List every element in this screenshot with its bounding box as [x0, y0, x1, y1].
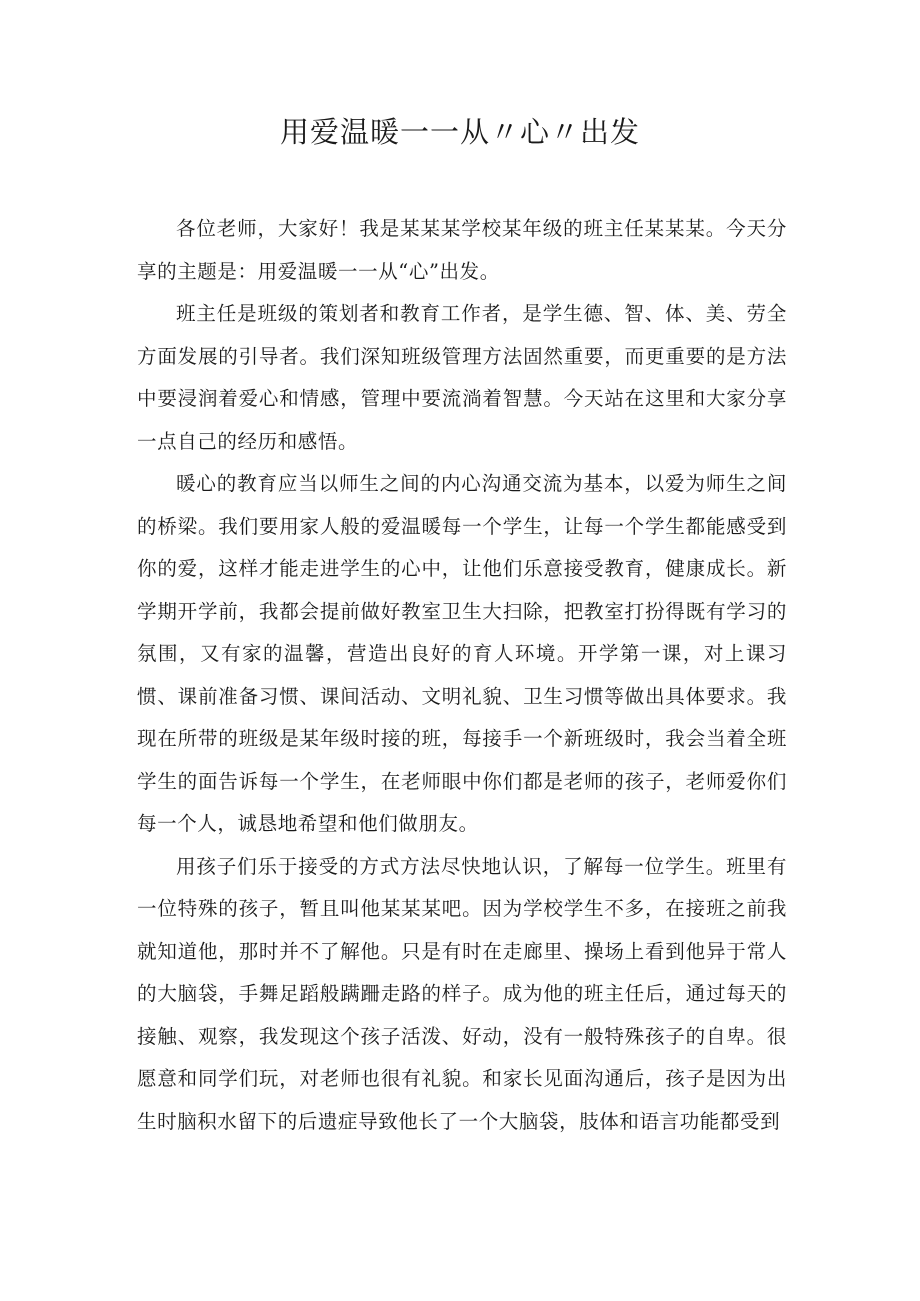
paragraph-warm-education: 暖心的教育应当以师生之间的内心沟通交流为基本，以爱为师生之间的桥梁。我们要用家人般的爱温暖每一个学生，让每一个学生都能感受到你的爱，这样才能走进学生的心中，让他们乐意接受教育，健康成长。新学期开学前，我都会提前做好教室卫生大扫除，把教室打扮得既有学习的氛围，又有家的温馨，营造出良好的育人环境。开学第一课，对上课习惯、课前准备习惯、课间活动、文明礼貌、卫生习惯等做出具体要求。我现在所带的班级是某年级时接的班，每接手一个新班级时，我会当着全班学生的面告诉每一个学生，在老师眼中你们都是老师的孩子，老师爱你们每一个人，诚恳地希望和他们做朋友。 [137, 472, 787, 835]
document-title: 用爱温暖一一从〃心〃出发 [279, 115, 640, 149]
paragraph-special-child: 用孩子们乐于接受的方式方法尽快地认识，了解每一位学生。班里有一位特殊的孩子，暂且叫他某某某吧。因为学校学生不多，在接班之前我就知道他，那时并不了解他。只是有时在走廊里、操场上看到他异于常人的大脑袋，手舞足蹈般蹒跚走路的样子。成为他的班主任后，通过每天的接触、观察，我发现这个孩子活泼、好动，没有一般特殊孩子的自卑。很愿意和同学们玩，对老师也很有礼貌。和家长见面沟通后，孩子是因为出生时脑积水留下的后遗症导致他长了一个大脑袋，肢体和语言功能都受到 [137, 854, 787, 1133]
paragraph-role: 班主任是班级的策划者和教育工作者，是学生德、智、体、美、劳全方面发展的引导者。我们深知班级管理方法固然重要，而更重要的是方法中要浸润着爱心和情感，管理中要流淌着智慧。今天站在这里和大家分享一点自己的经历和感悟。 [137, 302, 787, 453]
document-body [137, 208, 787, 1143]
paragraph-greeting: 各位老师，大家好！我是某某某学校某年级的班主任某某某。今天分享的主题是：用爱温暖一一从“心”出发。 [137, 217, 787, 283]
